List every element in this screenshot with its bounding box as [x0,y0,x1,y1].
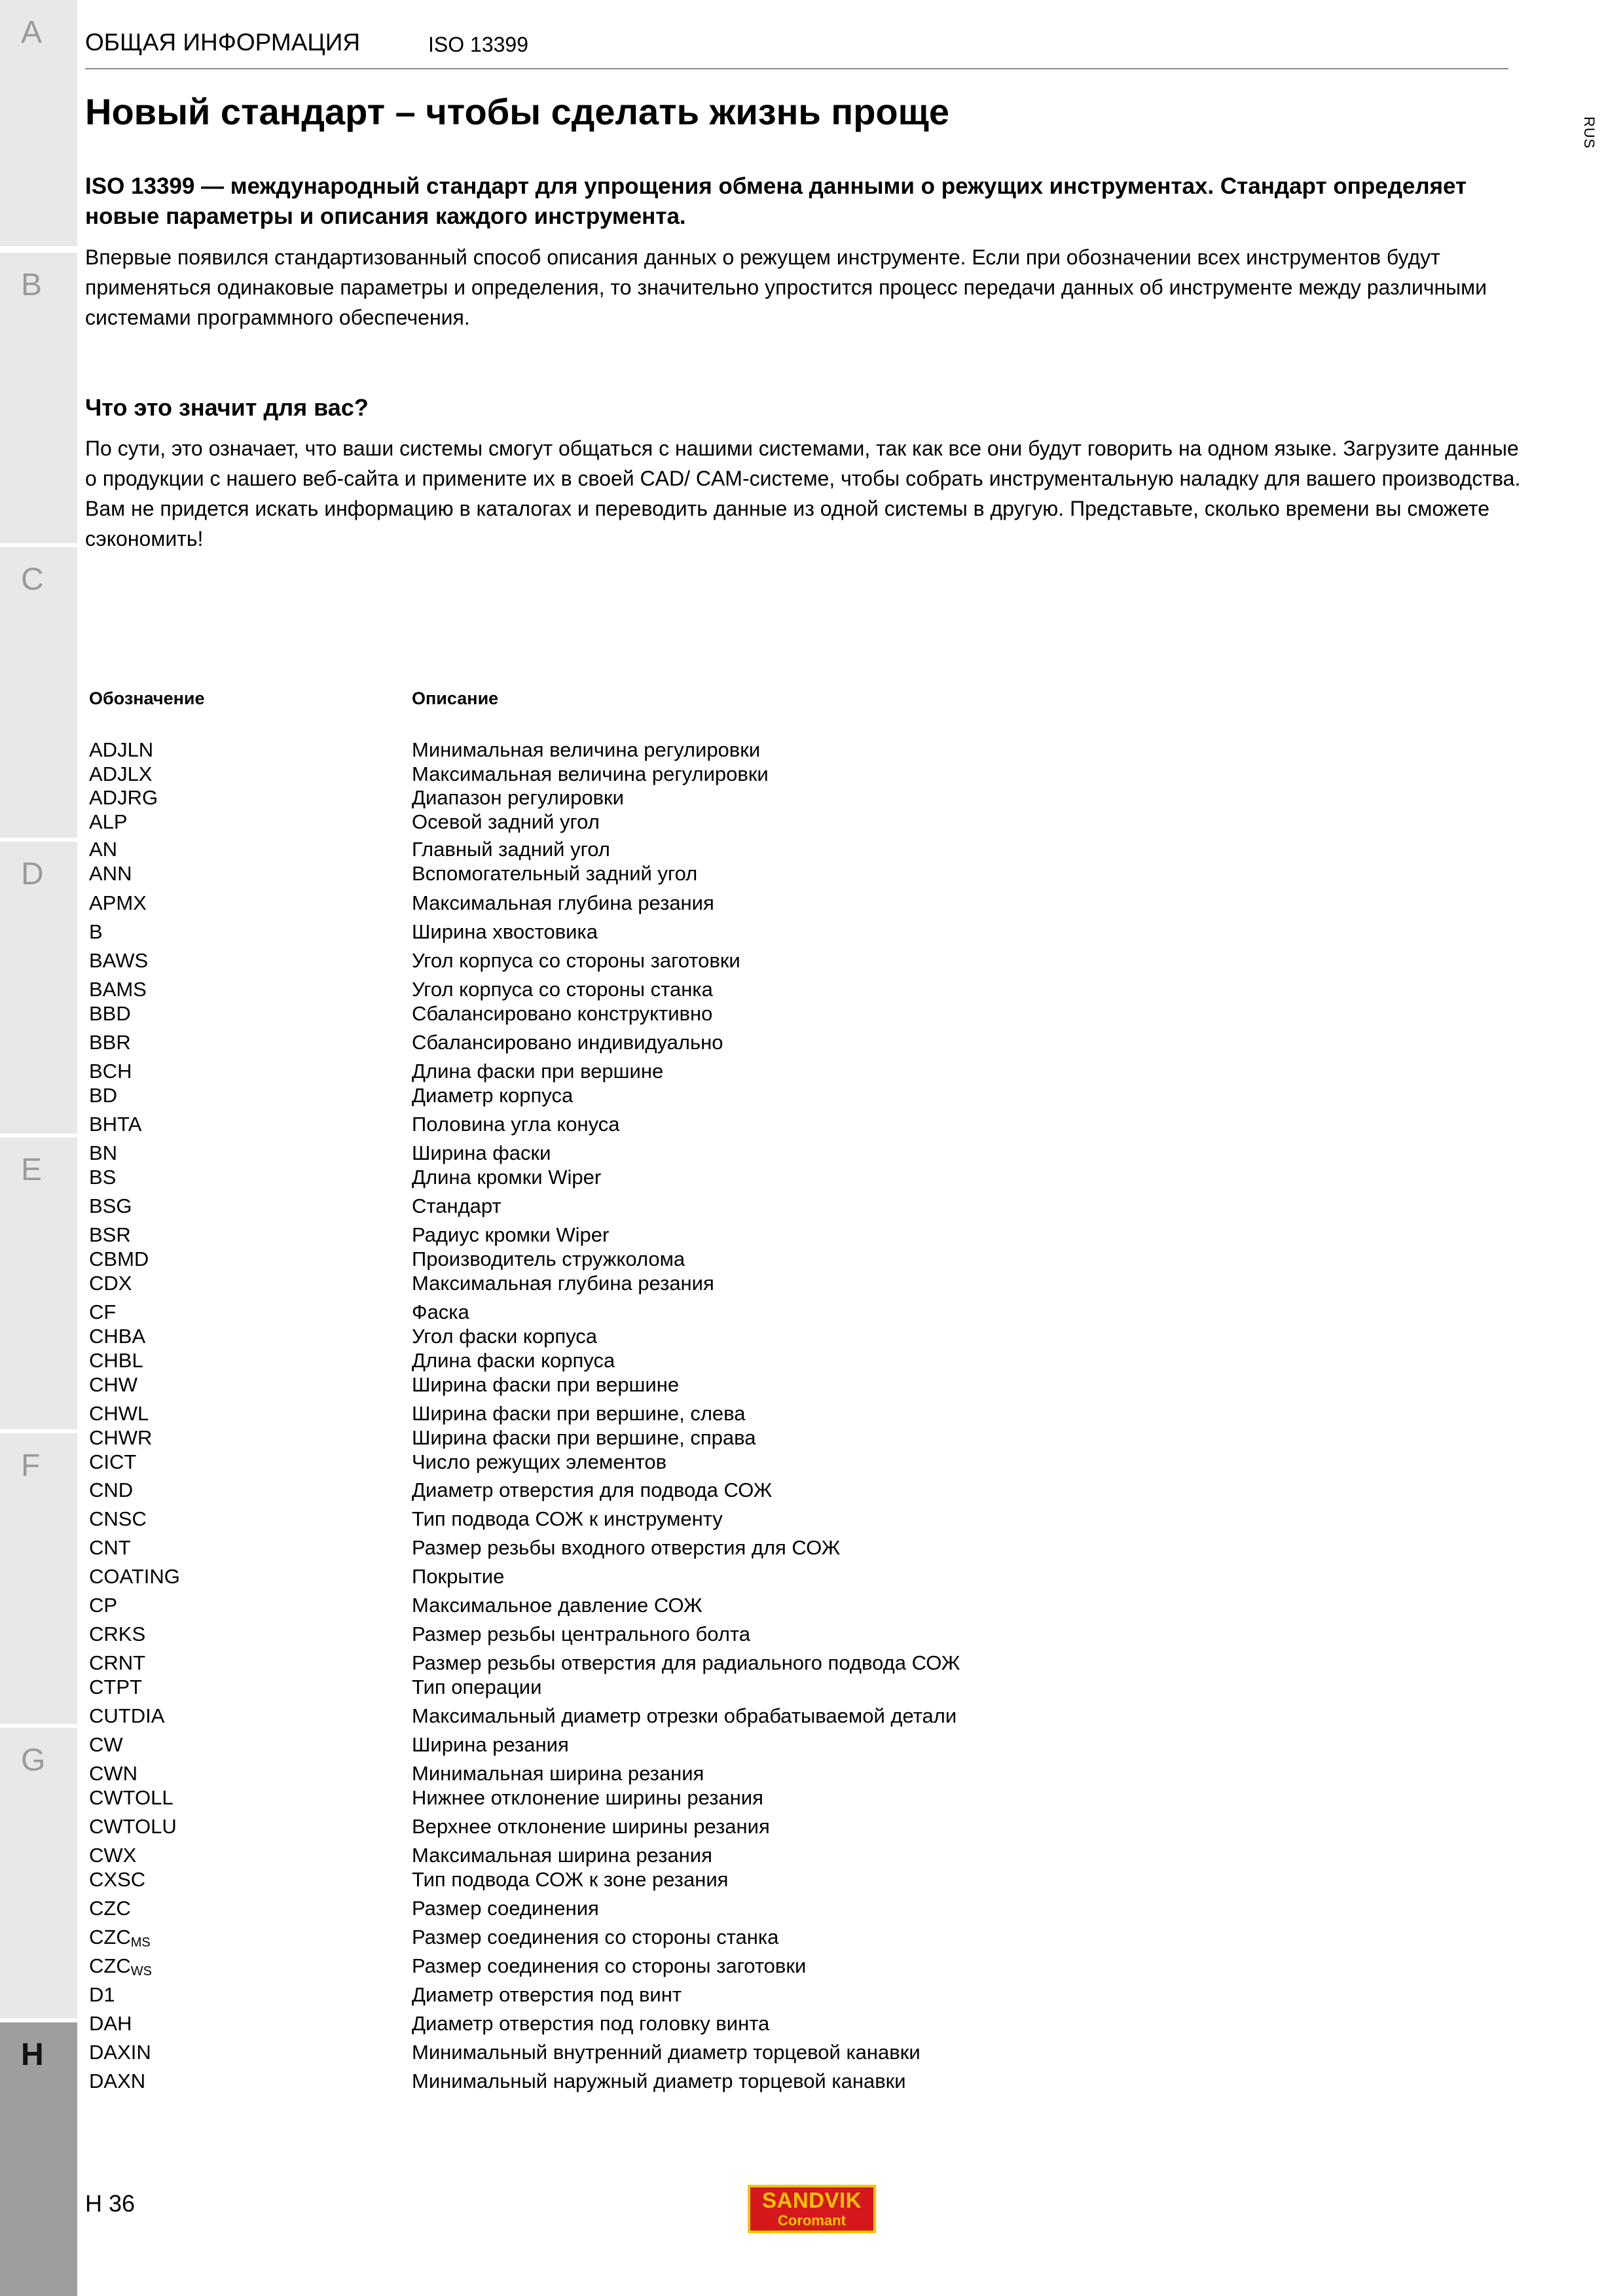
parameter-code: ADJLN [89,738,154,761]
table-row [0,2041,1309,2066]
table-row [0,2012,1309,2037]
parameter-description: Максимальная величина регулировки [412,762,769,785]
parameter-code: CND [89,1479,134,1501]
parameter-code: CWN [89,1762,138,1785]
section-tab-letter: E [21,1153,43,1187]
table-row [0,1651,1309,1676]
parameter-description: Нижнее отклонение ширины резания [412,1786,763,1809]
parameter-code-subscript: MS [130,1935,151,1950]
section-tab-letter: F [21,1448,41,1483]
parameter-description: Размер соединения со стороны станка [412,1926,779,1948]
table-row [0,1983,1309,2008]
parameter-description: Ширина фаски при вершине, справа [412,1426,756,1449]
table-row [0,1031,1309,1056]
page-number: H 36 [85,2190,136,2217]
parameter-description: Диаметр отверстия для подвода СОЖ [412,1479,773,1501]
table-row [0,838,1309,863]
parameter-description: Угол фаски корпуса [412,1325,597,1348]
parameter-description: Число режущих элементов [412,1450,667,1473]
section-tab-letter: G [21,1743,46,1778]
parameter-description: Размер резьбы отверстия для радиального подвода СОЖ [412,1651,960,1674]
parameter-code-subscript: WS [130,1964,152,1979]
parameter-code: B [89,920,103,943]
parameter-code: CWX [89,1844,137,1867]
table-row [0,1594,1309,1619]
table-row [0,1349,1309,1374]
parameter-code: CF [89,1300,117,1323]
table-row [0,786,1309,811]
parameter-description: Максимальный диаметр отрезки обрабатываемой детали [412,1704,957,1727]
parameter-code: CICT [89,1450,137,1473]
parameter-code: ADJRG [89,786,158,809]
parameter-description: Ширина хвостовика [412,920,598,943]
table-row [0,1623,1309,1647]
table-row [0,1194,1309,1219]
parameter-code: DAXN [89,2070,146,2092]
parameter-description: Сбалансировано индивидуально [412,1031,723,1054]
parameter-description: Стандарт [412,1194,501,1217]
header-standard-label: ISO 13399 [428,33,528,56]
lead-paragraph: ISO 13399 — международный стандарт для упрощения обмена данными о режущих инструментах. Стандарт определяет новые параметры и описания каждого инструмента. [85,173,1467,229]
table-row [0,1166,1309,1191]
table-row [0,1373,1309,1398]
parameter-code: CWTOLL [89,1786,173,1809]
parameter-code: CHBL [89,1349,143,1372]
parameter-code: APMX [89,891,147,914]
parameter-description: Длина кромки Wiper [412,1166,602,1189]
section-heading: Что это значит для вас? [85,394,369,421]
parameter-code: CDX [89,1272,132,1295]
parameter-code: AN [89,838,118,861]
table-row [0,920,1309,945]
table-row [0,1733,1309,1758]
parameter-code: CRNT [89,1651,146,1674]
parameter-description: Покрытие [412,1565,505,1588]
parameter-description: Вспомогательный задний угол [412,862,698,885]
table-row [0,1479,1309,1503]
parameter-code: BHTA [89,1113,142,1136]
parameter-description: Минимальная ширина резания [412,1762,704,1785]
parameter-description: Радиус кромки Wiper [412,1223,610,1246]
parameter-code: ALP [89,810,128,833]
table-row [0,1141,1309,1166]
table-row [0,978,1309,1003]
table-row [0,1300,1309,1325]
parameter-code: CRKS [89,1623,146,1645]
parameter-description: Размер соединения со стороны заготовки [412,1954,807,1977]
parameter-description: Тип подвода СОЖ к инструменту [412,1507,723,1530]
parameter-description: Производитель стружколома [412,1247,685,1270]
parameter-description: Максимальная глубина резания [412,1272,714,1295]
parameter-description: Максимальная ширина резания [412,1844,712,1867]
parameter-code: BSR [89,1223,131,1246]
table-row [0,1762,1309,1787]
table-row [0,1676,1309,1700]
page-title: Новый стандарт – чтобы сделать жизнь проще [85,91,950,132]
parameter-description: Угол корпуса со стороны заготовки [412,949,740,972]
table-row [0,1507,1309,1532]
parameter-description: Главный задний угол [412,838,610,861]
parameter-code: CTPT [89,1676,142,1698]
parameter-code: CZC [89,1897,131,1920]
parameter-code: CXSC [89,1868,146,1891]
intro-paragraph: Впервые появился стандартизованный способ описания данных о режущем инструменте. Если при обозначении всех инструментов будут применяться одинаковые параметры и определения, то значительно упростится процесс передачи данных об инструменте между различными системами программного обеспечения. [85,245,1487,329]
section-tab-letter: B [21,268,43,302]
parameter-code: CHBA [89,1325,146,1348]
parameter-code: COATING [89,1565,180,1588]
parameter-code: $CZC_{MS}$ [89,1926,151,1950]
parameter-description: Тип операции [412,1676,542,1698]
parameter-code: BCH [89,1060,132,1083]
table-row [0,891,1309,916]
parameter-code: BSG [89,1194,132,1217]
table-row [0,1704,1309,1729]
parameter-description: Ширина резания [412,1733,569,1756]
parameter-code: BAMS [89,978,147,1001]
parameter-code: CBMD [89,1247,149,1270]
section-tab-letter: A [21,15,43,50]
table-row [0,1272,1309,1297]
table-row [0,1926,1309,1950]
parameter-description: Угол корпуса со стороны станка [412,978,713,1001]
table-row [0,1536,1309,1561]
parameter-code: D1 [89,1983,115,2006]
table-header-code: Обозначение [89,689,205,708]
logo-line-1: SANDVIK [761,2188,862,2212]
table-row [0,1325,1309,1350]
table-row [0,1426,1309,1451]
parameter-code: CP [89,1594,118,1617]
parameter-description: Максимальная глубина резания [412,891,714,914]
parameter-code: CW [89,1733,123,1756]
table-row [0,1565,1309,1590]
parameter-description: Длина фаски корпуса [412,1349,615,1372]
section-paragraph: По сути, это означает, что ваши системы смогут общаться с нашими системами, так как все они будут говорить на одном языке. Загрузите данные о продукции с нашего веб-сайта и примените их в своей CAD/ CAM-системе, чтобы собрать инструментальную наладку для вашего производства. Вам не придется искать информацию в каталогах и переводить данные из одной системы в другую. Представьте, сколько времени вы сможете сэкономить! [85,437,1521,550]
table-row [0,1113,1309,1138]
parameter-description: Осевой задний угол [412,810,600,833]
parameter-code: BBR [89,1031,131,1054]
parameter-code: CHWL [89,1402,149,1425]
table-row [0,1868,1309,1893]
table-row [0,949,1309,974]
parameter-code: DAXIN [89,2041,151,2064]
section-tab-letter: H [21,2037,44,2072]
parameter-description: Фаска [412,1300,469,1323]
table-row [0,1786,1309,1811]
table-row [0,2070,1309,2094]
parameter-description: Диаметр отверстия под винт [412,1983,682,2006]
parameter-description: Размер резьбы центрального болта [412,1623,750,1645]
parameter-description: Размер соединения [412,1897,599,1920]
header-section-label: ОБЩАЯ ИНФОРМАЦИЯ [85,29,361,56]
table-row [0,1897,1309,1922]
parameter-description: Ширина фаски [412,1141,551,1164]
parameter-description: Длина фаски при вершине [412,1060,664,1083]
parameter-code: BAWS [89,949,149,972]
parameter-code: BD [89,1084,118,1107]
parameter-code: DAH [89,2012,132,2035]
parameter-description: Верхнее отклонение ширины резания [412,1815,770,1838]
parameter-code: CWTOLU [89,1815,177,1838]
table-header-description: Описание [412,689,499,708]
parameter-description: Ширина фаски при вершине [412,1373,680,1396]
parameter-description: Диапазон регулировки [412,786,624,809]
parameter-code: ANN [89,862,132,885]
parameter-code: BN [89,1141,118,1164]
table-row [0,1815,1309,1840]
parameter-code: BS [89,1166,117,1189]
parameter-description: Тип подвода СОЖ к зоне резания [412,1868,729,1891]
parameter-code: $CZC_{WS}$ [89,1954,152,1979]
section-tab-letter: D [21,857,44,891]
table-row [0,1002,1309,1027]
section-tab-letter: C [21,562,44,597]
parameter-code: CHWR [89,1426,153,1449]
logo-line-2: Coromant [778,2212,846,2229]
sandvik-coromant-logo [748,2185,876,2233]
parameter-description: Диаметр корпуса [412,1084,574,1107]
parameter-description: Минимальная величина регулировки [412,738,761,761]
table-row [0,1450,1309,1475]
table-row [0,810,1309,835]
parameter-description: Минимальный внутренний диаметр торцевой канавки [412,2041,921,2064]
table-row [0,1954,1309,1979]
parameter-code: ADJLX [89,762,153,785]
parameter-description: Максимальное давление СОЖ [412,1594,702,1617]
parameter-description: Ширина фаски при вершине, слева [412,1402,746,1425]
parameter-code: CNSC [89,1507,147,1530]
parameter-code: CNT [89,1536,131,1559]
language-tag: RUS [1581,117,1597,149]
table-row [0,862,1309,887]
parameter-description: Диаметр отверстия под головку винта [412,2012,770,2035]
table-row [0,738,1309,763]
table-row [0,1060,1309,1085]
parameter-description: Минимальный наружный диаметр торцевой канавки [412,2070,906,2092]
table-row [0,1402,1309,1427]
parameter-code: CHW [89,1373,138,1396]
parameter-description: Размер резьбы входного отверстия для СОЖ [412,1536,841,1559]
parameter-description: Сбалансировано конструктивно [412,1002,713,1025]
table-row [0,762,1309,787]
table-row [0,1844,1309,1869]
parameter-code: CUTDIA [89,1704,165,1727]
parameter-description: Половина угла конуса [412,1113,620,1136]
table-row [0,1084,1309,1109]
table-row [0,1223,1309,1248]
parameter-code: BBD [89,1002,131,1025]
table-row [0,1247,1309,1272]
